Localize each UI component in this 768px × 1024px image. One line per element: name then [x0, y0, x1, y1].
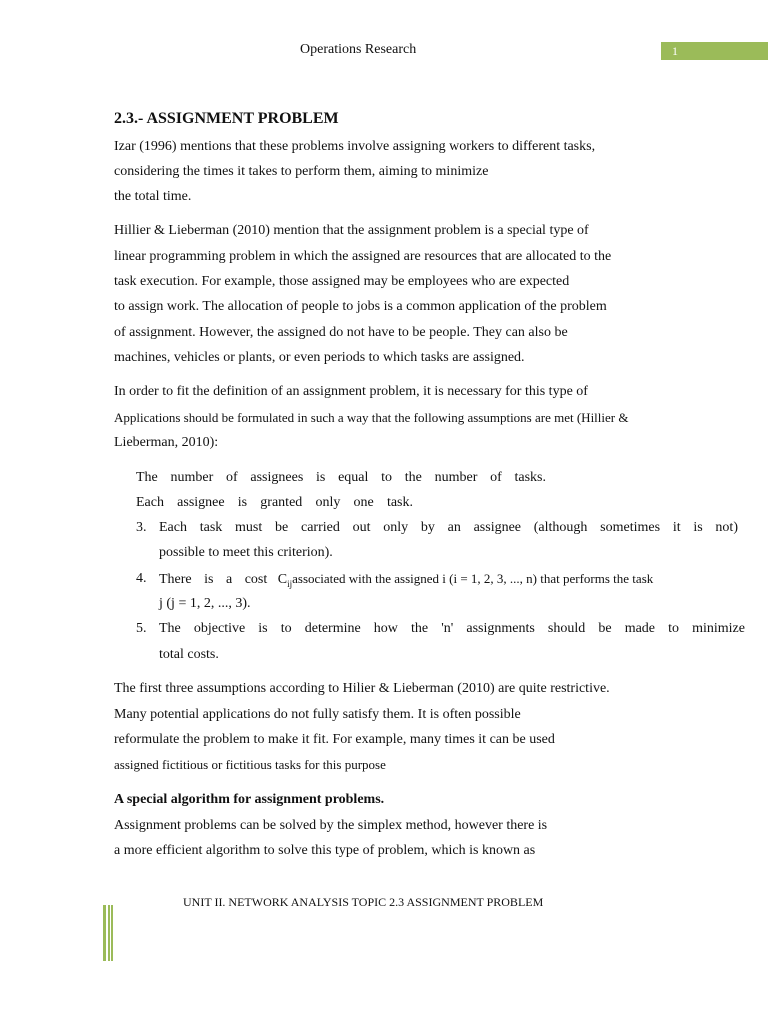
assumption-item-3-cont: possible to meet this criterion). [159, 545, 333, 560]
paragraph-3-line: Lieberman, 2010): [114, 435, 219, 450]
paragraph-4-line: The first three assumptions according to Hilier & Lieberman (2010) are quite restrictive. [114, 681, 610, 696]
paragraph-4-line: assigned fictitious or fictitious tasks for this purpose [114, 757, 386, 772]
paragraph-2-line: to assign work. The allocation of people to jobs is a common application of the problem [114, 299, 607, 314]
assumption-item-5-cont: total costs. [159, 647, 219, 662]
paragraph-4-line: Many potential applications do not fully satisfy them. It is often possible [114, 707, 521, 722]
assumption-item-3-marker: 3. [136, 520, 147, 535]
algorithm-heading: A special algorithm for assignment problems. [114, 792, 385, 807]
paragraph-1-line: considering the times it takes to perform them, aiming to minimize [114, 164, 489, 179]
paragraph-2-line: of assignment. However, the assigned do not have to be people. They can also be [114, 325, 568, 340]
assumption-item-4-cont: j (j = 1, 2, ..., 3). [159, 596, 251, 611]
paragraph-1-line: the total time. [114, 189, 192, 204]
running-header-title: Operations Research [300, 42, 417, 57]
assumption-item-3: Each task must be carried out only by an assignee (although sometimes it is not) [159, 520, 738, 535]
paragraph-2-line: machines, vehicles or plants, or even periods to which tasks are assigned. [114, 350, 525, 365]
paragraph-4-line: reformulate the problem to make it fit. For example, many times it can be used [114, 732, 555, 747]
cost-symbol: C [277, 572, 288, 587]
footer-accent-bar [108, 905, 110, 961]
footer-accent-bar [103, 905, 106, 961]
paragraph-2-line: linear programming problem in which the assigned are resources that are allocated to the [114, 249, 612, 264]
page-number-badge: 1 [661, 42, 768, 60]
paragraph-2-line: Hillier & Lieberman (2010) mention that the assignment problem is a special type of [114, 223, 589, 238]
assumption-item-2: Each assignee is granted only one task. [136, 495, 413, 510]
assumption-item-4 [159, 570, 653, 593]
assumption-item-4-prefix: There is a cost [159, 572, 268, 587]
assumption-item-4-marker: 4. [136, 571, 147, 586]
paragraph-3-line: In order to fit the definition of an assignment problem, it is necessary for this type of [114, 384, 588, 399]
assumption-item-4-rest: associated with the assigned i (i = 1, 2, 3, ..., n) that performs the task [292, 571, 654, 586]
paragraph-1-line: Izar (1996) mentions that these problems involve assigning workers to different tasks, [114, 139, 596, 154]
paragraph-5-line: Assignment problems can be solved by the simplex method, however there is [114, 818, 548, 833]
cost-subscript: ij [287, 578, 293, 589]
paragraph-3-line: Applications should be formulated in such a way that the following assumptions are met (Hillier & [114, 410, 629, 425]
paragraph-5-line: a more efficient algorithm to solve this type of problem, which is known as [114, 843, 536, 858]
paragraph-2-line: task execution. For example, those assigned may be employees who are expected [114, 274, 570, 289]
assumption-item-1: The number of assignees is equal to the number of tasks. [136, 470, 546, 485]
assumption-item-5-marker: 5. [136, 621, 147, 636]
footer-accent-bar [111, 905, 113, 961]
running-footer: UNIT II. NETWORK ANALYSIS TOPIC 2.3 ASSIGNMENT PROBLEM [183, 895, 544, 909]
assumption-item-5: The objective is to determine how the 'n' assignments should be made to minimize [159, 621, 745, 636]
section-heading: 2.3.- ASSIGNMENT PROBLEM [114, 110, 339, 127]
